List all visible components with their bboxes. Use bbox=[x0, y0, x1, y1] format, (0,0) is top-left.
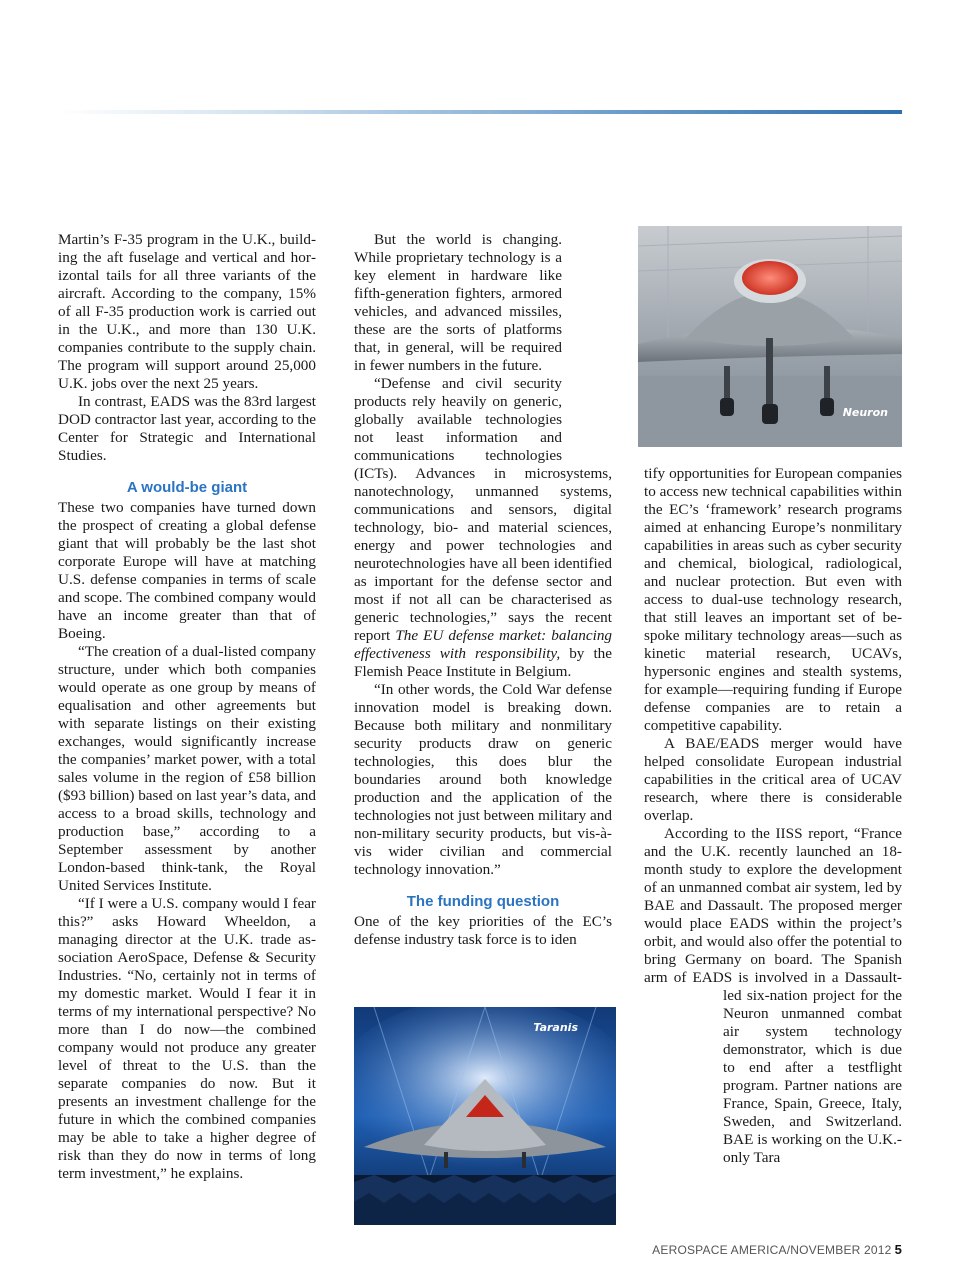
paragraph: Martin’s F-35 program in the U.K., building the aft fuselage and vertical and horizontal tails for all three variants of the aircraft. According to the company, 15% of all F-35 production work is carried out in the U.K., and more than 130 U.K. companies contribute to the supply chain. The program will support around 25,000 U.K. jobs over the next 25 years. bbox=[58, 231, 316, 392]
paragraph: tify opportunities for European companies to access new technical capabilities within the EC’s ‘framework’ research programs aimed at enhancing Europe’s nonmilitary capabilities in areas such as cyber security and chemical, biological, radiological, and nuclear protection. But even with access to dual-use technology research, that still leaves an important set of bespoke military technology areas—such as kinetic material research, UCAVs, hypersonic engines and stealth systems, for example—requiring funding if Europe defense companies are to retain a competitive capability. bbox=[644, 465, 902, 734]
journal-issue: AEROSPACE AMERICA/NOVEMBER 2012 bbox=[652, 1243, 892, 1257]
photo-wrap-spacer bbox=[644, 997, 723, 1217]
report-title: The EU defense market: balancing effectiveness with responsibility, bbox=[354, 627, 613, 662]
article-column-1 bbox=[58, 231, 316, 1183]
paragraph: In contrast, EADS was the 83rd largest DOD contractor last year, according to the Center for Strategic and International Studies. bbox=[58, 393, 316, 464]
paragraph: A BAE/EADS merger would have helped consolidate European industrial capabilities in the critical area of UCAV research, where there is considerable overlap. bbox=[644, 735, 902, 824]
paragraph: “The creation of a dual-listed company structure, under which both companies would operate as one group by means of equalisation and other agreements but with separate listings on their existing exchanges, would significantly increase the companies’ market power, with a total sales volume in the region of £58 billion ($93 billion) based on last year’s data, and access to a broad skills, technology and production base,” according to a September assessment by another London-based think-tank, the Royal United Services Institute. bbox=[58, 643, 316, 894]
photo-wrap-spacer bbox=[562, 231, 612, 451]
section-heading: A would-be giant bbox=[126, 479, 248, 496]
taranis-photo bbox=[354, 1007, 616, 1225]
paragraph: “If I were a U.S. company would I fear this?” asks Howard Wheeldon, a managing director at the U.K. trade association AeroSpace, Defense & Security Industries. “No, certainly not in terms of my domestic market. Would I fear it in terms of my international perspective? No more than I do now—the combined company would not produce any greater level of threat to the U.S. than the separate companies do now. But it presents an investment challenge for the future in which the combined companies may be able to take a higher degree of risk than they do now in terms of long term investment,” he explains. bbox=[58, 895, 316, 1182]
section-heading: The funding question bbox=[406, 893, 560, 910]
page-footer bbox=[652, 1242, 902, 1257]
paragraph: “In other words, the Cold War defense innovation model is breaking down. Because both military and nonmilitary security products draw on generic technologies, this does blur the boundaries around both knowledge production and the application of the technologies not just between military and non-military security products, but vis-à-vis wider civilian and commercial technology innovation.” bbox=[354, 681, 612, 878]
taranis-caption: Taranis bbox=[533, 1021, 578, 1034]
page-number: 5 bbox=[894, 1242, 902, 1257]
paragraph: But the world is changing. While proprietary technology is a key element in hardware like fifth-generation fighters, armored vehicles, and advanced missiles, these are the sorts of platforms that, in general, will be required in fewer numbers in the future. bbox=[354, 231, 562, 374]
paragraph: These two companies have turned down the prospect of creating a global defense giant that will probably be the last shot corporate Europe will have at matching U.S. defense companies in terms of scale and scope. The combined company would have an income greater than that of Boeing. bbox=[58, 499, 316, 642]
paragraph: According to the IISS report, “France and the U.K. recently launched an 18-month study to explore the development of an unmanned combat air system, led by BAE and Dassault. The proposed merger would place EADS within the project’s orbit, and would also offer the potential to bring Germany on board. The Spanish arm of EADS is involved in a Dassault-led six-nation project for the Neuron unmanned combat air system technology demonstrator, which is due to end after a testflight program. Partner nations are France, Spain, Greece, Italy, Sweden, and Switzerland. BAE is working on the U.K.-only Tara bbox=[644, 825, 902, 1166]
header-rule bbox=[58, 110, 902, 114]
paragraph-text: by the Flemish Peace Institute in Belgium. bbox=[354, 645, 612, 680]
article-column-3 bbox=[644, 465, 902, 1217]
taranis-aircraft-image bbox=[354, 1007, 616, 1225]
neuron-photo bbox=[638, 226, 902, 447]
paragraph-text: “Defense and civil security products rely heavily on generic, globally available technologies not least information and communications technologies (ICTs). Advances in microsystems, nanotechnology, unmanned systems, communications and sensors, digital technology, bio- and material sciences, energy and power technologies and neurotechnologies have all been identified as important for the defense sector and most if not all can be characterised as generic technologies,” says the recent report bbox=[354, 375, 612, 644]
neuron-caption: Neuron bbox=[842, 406, 888, 419]
paragraph: One of the key priorities of the EC’s defense industry task force is to iden bbox=[354, 913, 612, 948]
article-column-2 bbox=[354, 231, 612, 949]
